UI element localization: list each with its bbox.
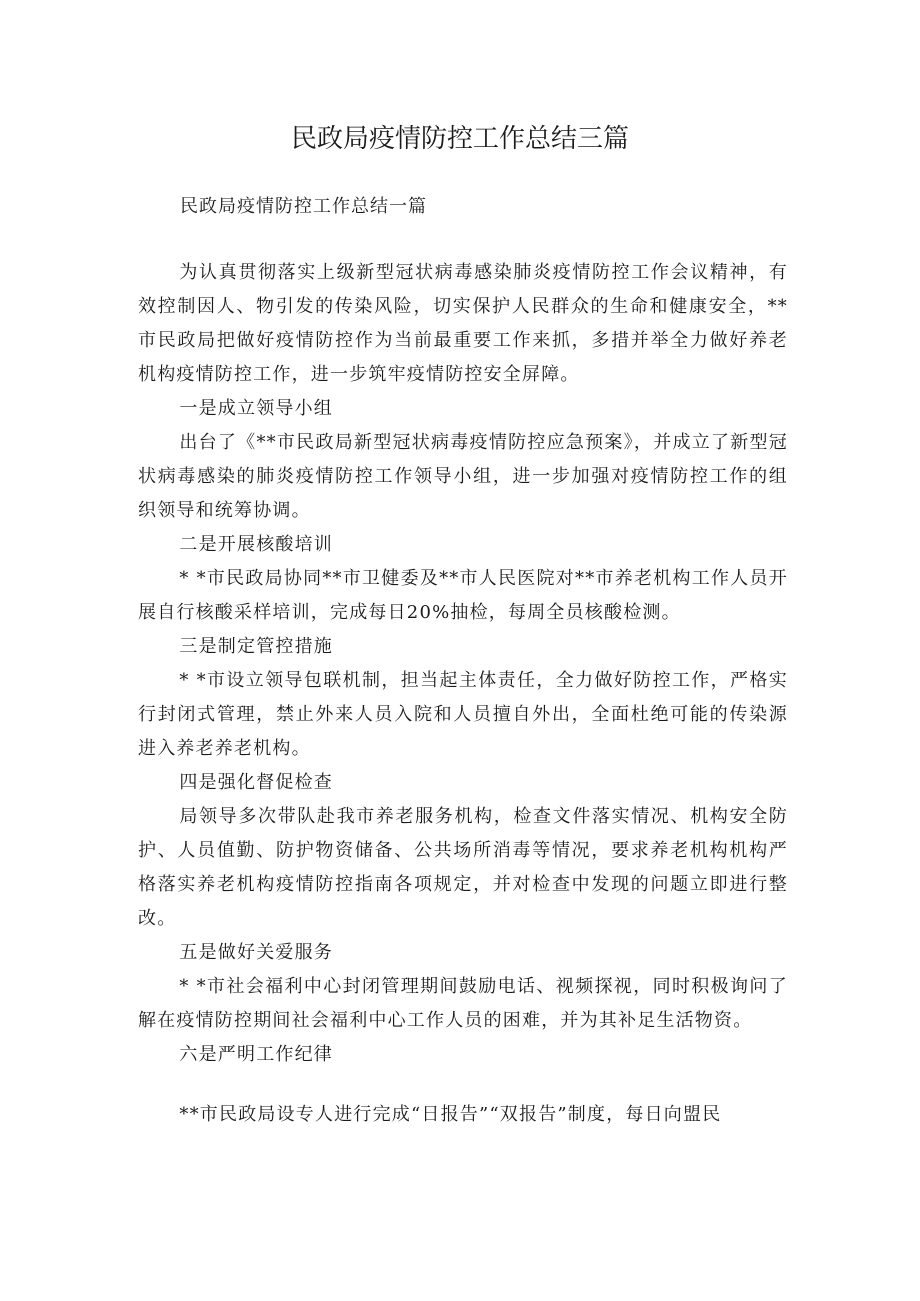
section-heading-2: 二是开展核酸培训 <box>179 534 333 555</box>
section-paragraph-3: * *市设立领导包联机制，担当起主体责任，全力做好防控工作，严格实行封闭式管理，禁止外来人员入院和人员擅自外出，全面杜绝可能的传染源进入养老养老机构。 <box>138 670 788 759</box>
section-paragraph-4: 局领导多次带队赴我市养老服务机构，检查文件落实情况、机构安全防护、人员值勤、防护物资储备、公共场所消毒等情况，要求养老机构机构严格落实养老机构疫情防控指南各项规定，并对检查中发现的问题立即进行整改。 <box>138 806 788 929</box>
section-paragraph-6: **市民政局设专人进行完成“日报告”“双报告”制度，每日向盟民 <box>179 1104 722 1125</box>
section-heading-6: 六是严明工作纪律 <box>179 1044 333 1065</box>
section-heading-4: 四是强化督促检查 <box>179 772 333 793</box>
intro-paragraph: 为认真贯彻落实上级新型冠状病毒感染肺炎疫情防控工作会议精神，有效控制因人、物引发的传染风险，切实保护人民群众的生命和健康安全，**市民政局把做好疫情防控作为当前最重要工作来抓，多措并举全力做好养老机构疫情防控工作，进一步筑牢疫情防控安全屏障。 <box>138 262 788 385</box>
document-body <box>138 256 788 1132</box>
document-subtitle: 民政局疫情防控工作总结一篇 <box>180 196 427 217</box>
section-heading-5: 五是做好关爱服务 <box>179 942 333 963</box>
document-title: 民政局疫情防控工作总结三篇 <box>290 124 629 154</box>
section-heading-1: 一是成立领导小组 <box>179 398 333 419</box>
section-paragraph-1: 出台了《**市民政局新型冠状病毒疫情防控应急预案》，并成立了新型冠状病毒感染的肺炎疫情防控工作领导小组，进一步加强对疫情防控工作的组织领导和统筹协调。 <box>138 432 788 521</box>
section-heading-3: 三是制定管控措施 <box>179 636 333 657</box>
section-paragraph-5: * *市社会福利中心封闭管理期间鼓励电话、视频探视，同时积极询问了解在疫情防控期间社会福利中心工作人员的困难，并为其补足生活物资。 <box>138 976 788 1031</box>
section-paragraph-2: * *市民政局协同**市卫健委及**市人民医院对**市养老机构工作人员开展自行核酸采样培训，完成每日20%抽检，每周全员核酸检测。 <box>138 568 788 623</box>
